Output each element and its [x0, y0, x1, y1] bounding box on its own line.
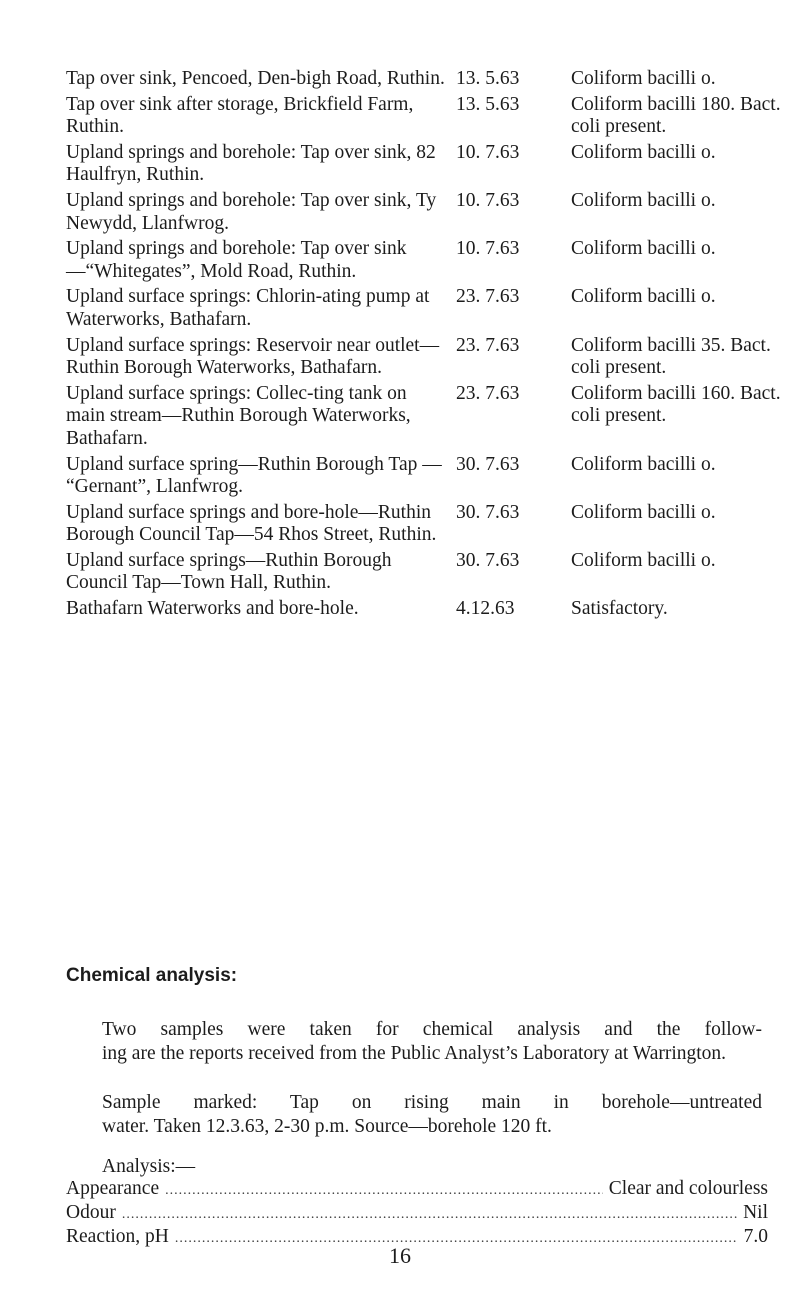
sample-row — [66, 502, 786, 547]
sample-row — [66, 238, 786, 283]
analysis-value: Clear and colourless — [608, 1178, 768, 1199]
sample-description-paragraph — [102, 1091, 762, 1139]
intro-continuation: ing are the reports received from the Public Analyst’s Laboratory at Warrington. — [102, 1043, 727, 1064]
sample-result: Coliform bacilli o. — [571, 141, 716, 163]
sample-result: Coliform bacilli o. — [571, 238, 716, 260]
sample-location: Upland surface springs: Reservoir near outlet—Ruthin Borough Waterworks, Bathafarn. — [66, 334, 440, 379]
sample-location: Tap over sink after storage, Brickfield Farm, Ruthin. — [66, 93, 414, 138]
sample-location: Bathafarn Waterworks and bore-hole. — [66, 598, 359, 620]
sample-result: Coliform bacilli 35. Bact. coli present. — [571, 334, 771, 379]
sample-row — [66, 142, 786, 187]
analysis-row-appearance — [66, 1178, 768, 1202]
sample-result: Coliform bacilli o. — [571, 68, 716, 89]
analysis-row-odour — [66, 1202, 768, 1226]
sample-location: Upland surface springs and bore-hole—Ruthin Borough Council Tap—54 Rhos Street, Ruthin. — [66, 501, 437, 546]
chemical-analysis-heading: Chemical analysis: — [66, 965, 238, 986]
sample-date: 13. 5.63 — [456, 93, 520, 115]
sample-date: 23. 7.63 — [456, 334, 520, 356]
analysis-label: Odour — [66, 1202, 116, 1223]
sample-location: Upland springs and borehole: Tap over sink, Ty Newydd, Llanfwrog. — [66, 189, 437, 234]
sample-result: Coliform bacilli o. — [571, 453, 716, 475]
sample-row — [66, 94, 786, 139]
intro-first-line: Two samples were taken for chemical analysis and the follow- — [102, 1019, 762, 1040]
sample-result: Coliform bacilli o. — [571, 549, 716, 571]
sample-result: Coliform bacilli o. — [571, 286, 716, 308]
sample-date: 23. 7.63 — [456, 286, 520, 308]
sample-first-line: Sample marked: Tap on rising main in borehole—untreated — [102, 1092, 762, 1113]
sample-date: 10. 7.63 — [456, 189, 520, 211]
sample-location: Tap over sink, Pencoed, Den-bigh Road, Ruthin. — [66, 68, 445, 89]
sample-location: Upland springs and borehole: Tap over sink—“Whitegates”, Mold Road, Ruthin. — [66, 238, 407, 282]
sample-date: 10. 7.63 — [456, 238, 520, 260]
analysis-label: Reaction, pH — [66, 1226, 169, 1247]
sample-row — [66, 286, 786, 331]
sample-result: Coliform bacilli 160. Bact. coli present. — [571, 382, 781, 427]
sample-results-list — [66, 68, 786, 624]
page-number: 16 — [389, 1243, 411, 1268]
sample-location: Upland surface springs—Ruthin Borough Council Tap—Town Hall, Ruthin. — [66, 549, 392, 594]
sample-date: 4.12.63 — [456, 598, 515, 620]
sample-date: 30. 7.63 — [456, 549, 520, 571]
sample-date: 13. 5.63 — [456, 68, 520, 89]
sample-location: Upland surface springs: Collec-ting tank on main stream—Ruthin Borough Waterworks, Bathafarn. — [66, 382, 411, 449]
analysis-label: Appearance — [66, 1178, 160, 1199]
sample-result: Coliform bacilli o. — [571, 501, 716, 523]
sample-row — [66, 335, 786, 380]
chemical-intro-paragraph — [102, 1018, 762, 1066]
sample-date: 30. 7.63 — [456, 501, 520, 523]
sample-row — [66, 190, 786, 235]
sample-date: 10. 7.63 — [456, 141, 520, 163]
sample-row — [66, 68, 786, 91]
sample-row — [66, 550, 786, 595]
sample-result: Coliform bacilli o. — [571, 189, 716, 211]
sample-result: Satisfactory. — [571, 598, 668, 620]
analysis-block — [66, 1156, 768, 1250]
sample-continuation: water. Taken 12.3.63, 2-30 p.m. Source—borehole 120 ft. — [102, 1116, 552, 1137]
analysis-title: Analysis:— — [102, 1156, 196, 1177]
analysis-value: Nil — [743, 1202, 768, 1223]
sample-result: Coliform bacilli 180. Bact. coli present. — [571, 93, 781, 138]
sample-date: 23. 7.63 — [456, 382, 520, 404]
sample-date: 30. 7.63 — [456, 453, 520, 475]
sample-row — [66, 598, 786, 621]
analysis-value: 7.0 — [743, 1226, 768, 1247]
sample-location: Upland surface spring—Ruthin Borough Tap — “Gernant”, Llanfwrog. — [66, 453, 442, 498]
sample-row — [66, 454, 786, 499]
sample-location: Upland surface springs: Chlorin-ating pump at Waterworks, Bathafarn. — [66, 286, 430, 330]
dot-leader — [122, 1204, 737, 1226]
dot-leader — [165, 1180, 603, 1202]
sample-row — [66, 383, 786, 451]
sample-location: Upland springs and borehole: Tap over sink, 82 Haulfryn, Ruthin. — [66, 141, 436, 186]
